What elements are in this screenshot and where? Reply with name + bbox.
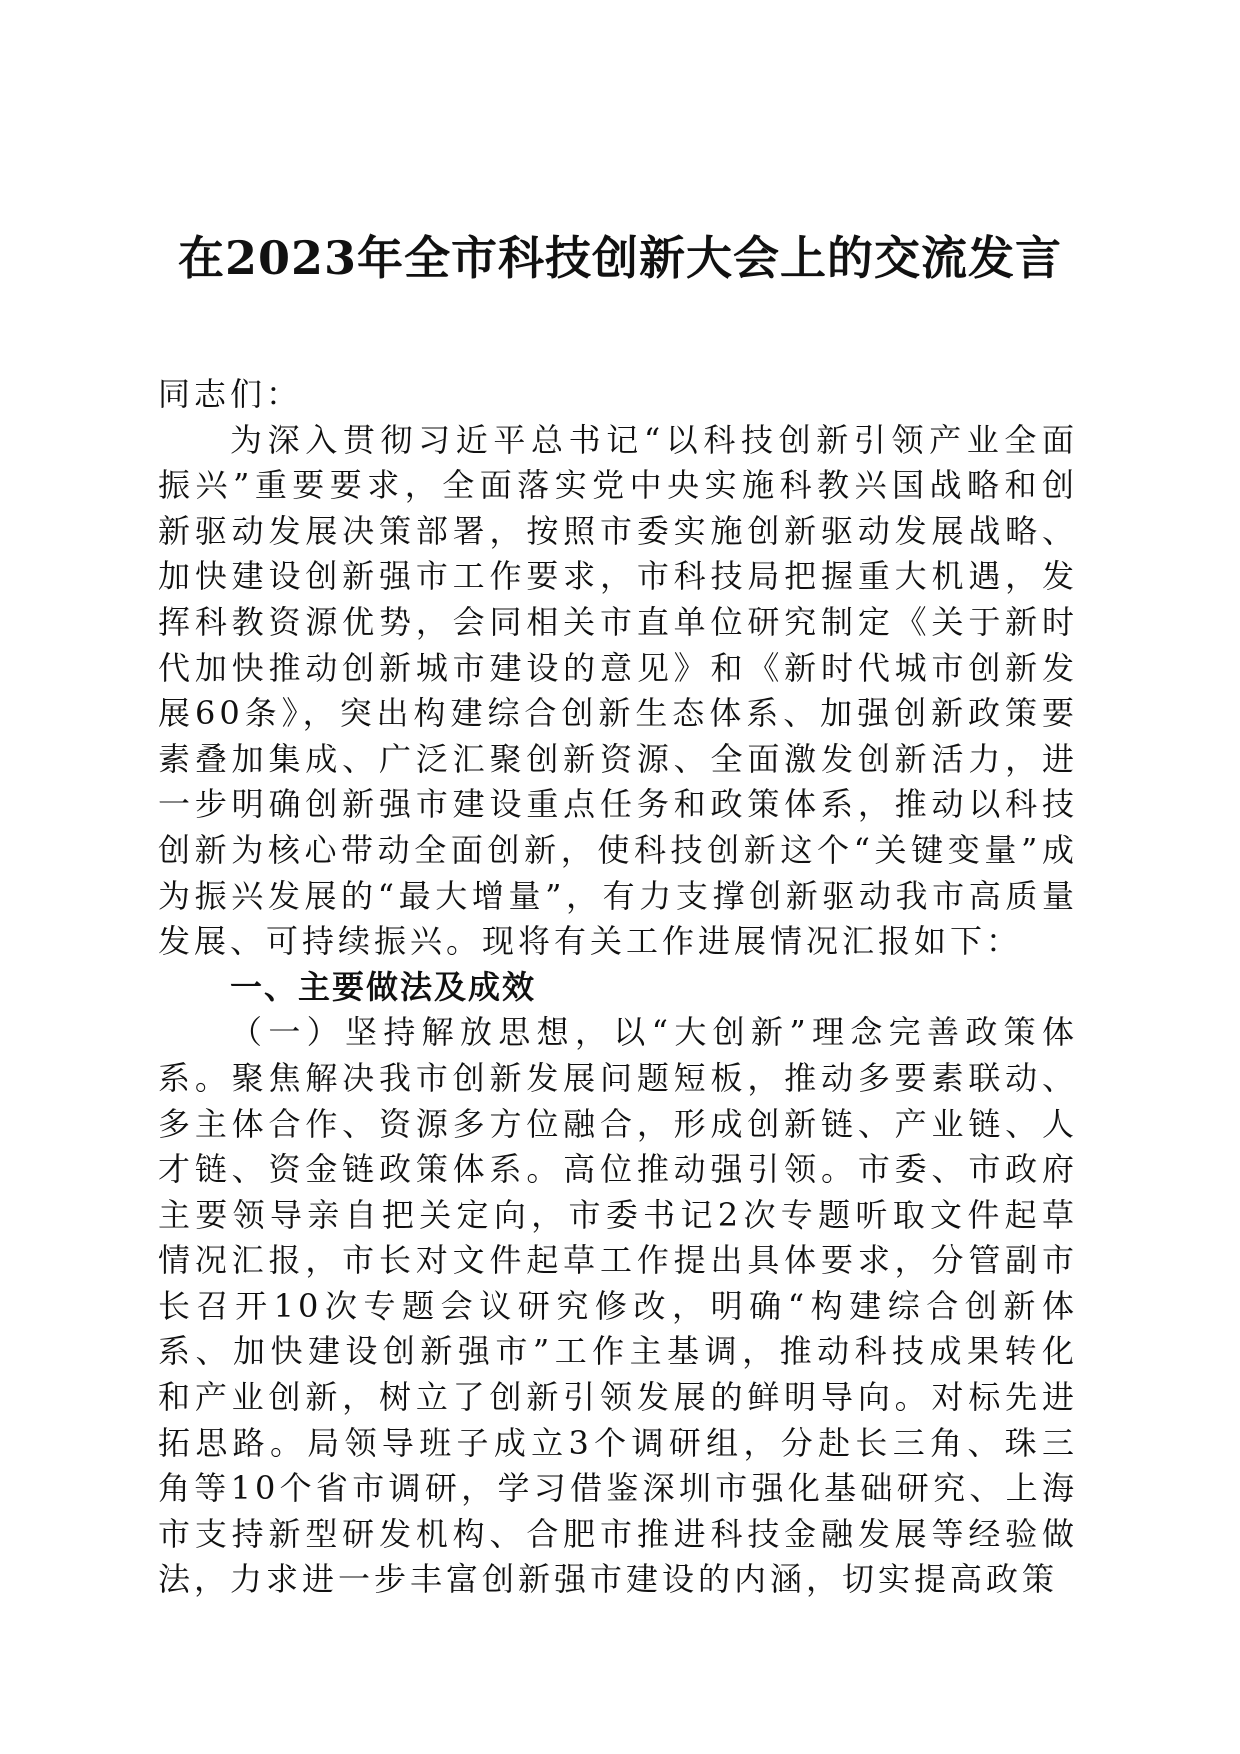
subsection-paragraph: （一）坚持解放思想，以“大创新”理念完善政策体系。聚焦解决我市创新发展问题短板，推动多要素联动、多主体合作、资源多方位融合，形成创新链、产业链、人才链、资金链政策体系。高位推动强引领。市委、市政府主要领导亲自把关定向，市委书记2次专题听取文件起草情况汇报，市长对文件起草工作提出具体要求，分管副市长召开10次专题会议研究修改，明确“构建综合创新体系、加快建设创新强市”工作主基调，推动科技成果转化和产业创新，树立了创新引领发展的鲜明导向。对标先进拓思路。局领导班子成立3个调研组，分赴长三角、珠三角等10个省市调研，学习借鉴深圳市强化基础研究、上海市支持新型研发机构、合肥市推进科技金融发展等经验做法，力求进一步丰富创新强市建设的内涵，切实提高政策 (158, 1013, 1078, 1599)
intro-paragraph: 为深入贯彻习近平总书记“以科技创新引领产业全面振兴”重要要求，全面落实党中央实施科教兴国战略和创新驱动发展决策部署，按照市委实施创新驱动发展战略、加快建设创新强市工作要求，市科技局把握重大机遇，发挥科教资源优势，会同相关市直单位研究制定《关于新时代加快推动创新城市建设的意见》和《新时代城市创新发展60条》，突出构建综合创新生态体系、加强创新政策要素叠加集成、广泛汇聚创新资源、全面激发创新活力，进一步明确创新强市建设重点任务和政策体系，推动以科技创新为核心带动全面创新，使科技创新这个“关键变量”成为振兴发展的“最大增量”，有力支撑创新驱动我市高质量发展、可持续振兴。现将有关工作进展情况汇报如下： (158, 420, 1078, 961)
salutation: 同志们： (158, 375, 303, 413)
section-heading: 一、主要做法及成效 (230, 967, 537, 1006)
document-body (158, 372, 1078, 1603)
document-title: 在2023年全市科技创新大会上的交流发言 (177, 231, 1063, 285)
